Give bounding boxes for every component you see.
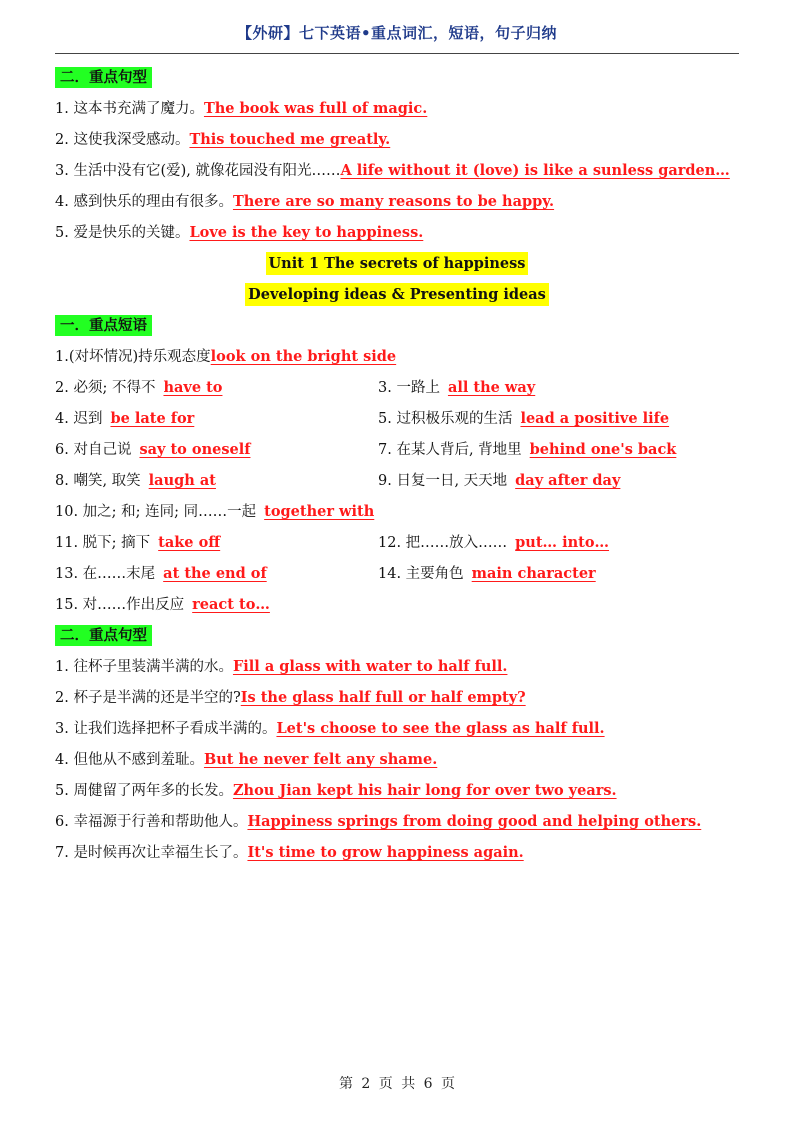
phrase-item: 4. 迟到 be late for <box>55 410 195 427</box>
sentence-item: 1. 往杯子里装满半满的水。Fill a glass with water to half full. <box>55 658 508 675</box>
section-heading <box>55 62 739 93</box>
page-number: 2 <box>361 1076 371 1092</box>
sentence-item: 3. 生活中没有它(爱), 就像花园没有阳光……A life without it (love) is like a sunless garden… <box>55 162 730 179</box>
answer-text: A life without it (love) is like a sunless garden… <box>340 162 730 179</box>
answer-text: say to oneself <box>139 441 251 458</box>
phrase-item: 13. 在……末尾 at the end of <box>55 565 267 582</box>
answer-text: It's time to grow happiness again. <box>247 844 524 861</box>
sentence-item: 3. 让我们选择把杯子看成半满的。Let's choose to see the glass as half full. <box>55 720 605 737</box>
phrase-item: 6. 对自己说 say to oneself <box>55 441 251 458</box>
unit-subtitle: Developing ideas & Presenting ideas <box>245 283 549 306</box>
phrase-item: 5. 过积极乐观的生活 lead a positive life <box>378 410 670 427</box>
phrase-row <box>55 465 739 496</box>
answer-text: have to <box>163 379 223 396</box>
header-divider <box>55 53 739 54</box>
sentence-item: 7. 是时候再次让幸福生长了。It's time to grow happiness again. <box>55 844 524 861</box>
phrase-item: 3. 一路上 all the way <box>378 379 536 396</box>
answer-text: The book was full of magic. <box>203 100 428 117</box>
page-footer: 第 2 页 共 6 页 <box>338 1076 456 1092</box>
phrase-item: 15. 对……作出反应 react to… <box>55 596 270 613</box>
sentence-item: 2. 杯子是半满的还是半空的?Is the glass half full or half empty? <box>55 689 526 706</box>
phrase-row <box>55 558 739 589</box>
sentence-item: 1. 这本书充满了魔力。The book was full of magic. <box>55 100 428 117</box>
answer-text: react to… <box>192 596 270 613</box>
phrase-item: 9. 日复一日, 天天地 day after day <box>378 472 621 489</box>
phrase-item: 7. 在某人背后, 背地里 behind one's back <box>378 441 677 458</box>
sentence-item: 5. 周健留了两年多的长发。Zhou Jian kept his hair long for over two years. <box>55 782 617 799</box>
phrase-item: 8. 嘲笑, 取笑 laugh at <box>55 472 216 489</box>
sentence-item: 6. 幸福源于行善和帮助他人。Happiness springs from doing good and helping others. <box>55 813 702 830</box>
sentence-item: 2. 这使我深受感动。This touched me greatly. <box>55 131 391 148</box>
phrase-item: 10. 加之; 和; 连同; 同……一起 together with <box>55 503 375 520</box>
unit-subtitle-row <box>55 279 739 310</box>
answer-text: all the way <box>447 379 536 396</box>
phrase-row <box>55 403 739 434</box>
page-total: 6 <box>423 1076 433 1092</box>
phrase-item: 1.(对坏情况)持乐观态度look on the bright side <box>55 348 397 365</box>
phrase-item: 12. 把……放入…… put… into… <box>378 534 610 551</box>
phrase-row <box>55 434 739 465</box>
section-tag-key-phrases: 一．重点短语 <box>55 315 152 336</box>
phrase-item: 14. 主要角色 main character <box>378 565 596 582</box>
section-heading <box>55 310 739 341</box>
answer-text: put… into… <box>515 534 610 551</box>
answer-text: Zhou Jian kept his hair long for over two years. <box>232 782 617 799</box>
document-title: 【外研】七下英语•重点词汇，短语，句子归纳 <box>236 24 558 42</box>
answer-text: Happiness springs from doing good and helping others. <box>247 813 702 830</box>
unit-title-row <box>55 248 739 279</box>
section-tag-key-sentences-2: 二．重点句型 <box>55 625 152 646</box>
section-tag-key-sentences: 二．重点句型 <box>55 67 152 88</box>
answer-text: But he never felt any shame. <box>203 751 438 768</box>
phrase-item: 2. 必须; 不得不 have to <box>55 379 223 396</box>
answer-text: behind one's back <box>529 441 677 458</box>
phrase-row <box>55 527 739 558</box>
answer-text: lead a positive life <box>520 410 670 427</box>
answer-text: at the end of <box>163 565 267 582</box>
answer-text: There are so many reasons to be happy. <box>232 193 555 210</box>
page-content <box>55 62 739 868</box>
answer-text: Fill a glass with water to half full. <box>232 658 508 675</box>
sentence-item: 5. 爱是快乐的关键。Love is the key to happiness. <box>55 224 424 241</box>
answer-text: Love is the key to happiness. <box>189 224 424 241</box>
phrase-item: 11. 脱下; 摘下 take off <box>55 534 221 551</box>
answer-text: This touched me greatly. <box>189 131 391 148</box>
document-header <box>0 22 794 43</box>
answer-text: laugh at <box>148 472 216 489</box>
unit-title: Unit 1 The secrets of happiness <box>266 252 529 275</box>
answer-text: together with <box>264 503 375 520</box>
answer-text: take off <box>158 534 221 551</box>
answer-text: be late for <box>110 410 195 427</box>
answer-text: Is the glass half full or half empty? <box>240 689 526 706</box>
phrase-row <box>55 372 739 403</box>
answer-text: day after day <box>515 472 621 489</box>
answer-text: look on the bright side <box>210 348 397 365</box>
sentence-item: 4. 但他从不感到羞耻。But he never felt any shame. <box>55 751 438 768</box>
sentence-item: 4. 感到快乐的理由有很多。There are so many reasons to be happy. <box>55 193 555 210</box>
answer-text: main character <box>471 565 596 582</box>
answer-text: Let's choose to see the glass as half full. <box>276 720 605 737</box>
section-heading <box>55 620 739 651</box>
